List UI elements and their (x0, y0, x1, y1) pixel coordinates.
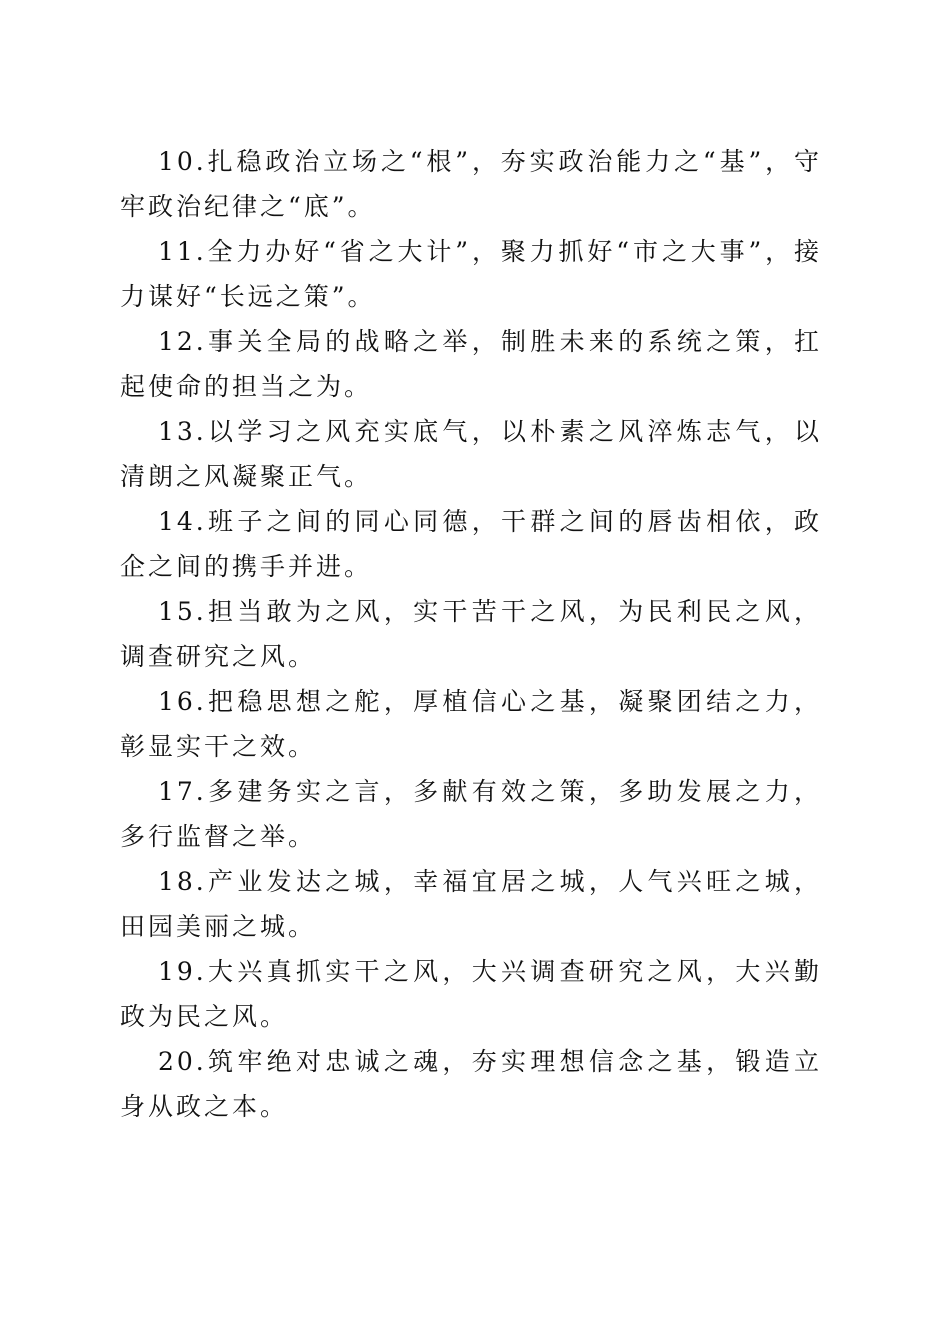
list-item: 16.把稳思想之舵，厚植信心之基，凝聚团结之力，彰显实干之效。 (120, 687, 822, 761)
list-item: 20.筑牢绝对忠诚之魂，夯实理想信念之基，锻造立身从政之本。 (120, 1047, 822, 1121)
list-item: 10.扎稳政治立场之“根”，夯实政治能力之“基”，守牢政治纪律之“底”。 (120, 147, 822, 221)
list-item: 17.多建务实之言，多献有效之策，多助发展之力，多行监督之举。 (120, 777, 822, 851)
list-item: 15.担当敢为之风，实干苦干之风，为民利民之风，调查研究之风。 (120, 597, 822, 671)
list-item: 19.大兴真抓实干之风，大兴调查研究之风，大兴勤政为民之风。 (120, 957, 822, 1031)
document-body (120, 139, 822, 1129)
list-item: 12.事关全局的战略之举，制胜未来的系统之策，扛起使命的担当之为。 (120, 327, 822, 401)
list-item: 13.以学习之风充实底气，以朴素之风淬炼志气，以清朗之风凝聚正气。 (120, 417, 822, 491)
list-item: 11.全力办好“省之大计”，聚力抓好“市之大事”，接力谋好“长远之策”。 (120, 237, 822, 311)
list-item: 18.产业发达之城，幸福宜居之城，人气兴旺之城，田园美丽之城。 (120, 867, 822, 941)
list-item: 14.班子之间的同心同德，干群之间的唇齿相依，政企之间的携手并进。 (120, 507, 822, 581)
